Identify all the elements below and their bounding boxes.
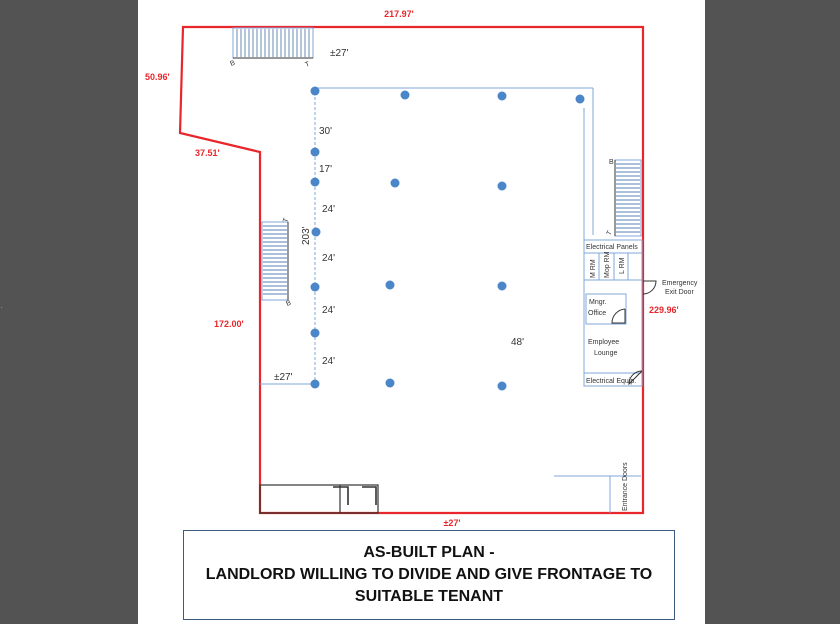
emergency-exit-label: Emergency xyxy=(662,280,698,287)
employee-lounge-label: Lounge xyxy=(594,350,618,357)
dim-left-step: 37.51' xyxy=(195,148,220,158)
dim-right-wall: 229.96' xyxy=(649,305,679,315)
stair-label: T xyxy=(282,217,291,224)
employee-lounge-label: Employee xyxy=(588,339,620,346)
top-staircase xyxy=(233,28,313,58)
stair-label: T xyxy=(605,229,614,237)
stair-label: B xyxy=(285,299,293,308)
dim-col-spacing-2: 17' xyxy=(319,164,333,175)
left-staircase xyxy=(262,222,288,300)
stair-label: B xyxy=(609,159,614,166)
l-rm-label: L RM xyxy=(619,257,626,274)
entrance-doors-label: Entrance Doors xyxy=(622,462,629,511)
dim-col-spacing-5: 24' xyxy=(322,305,336,316)
dim-bay-width: 48' xyxy=(511,337,525,348)
mngr-office-label: Office xyxy=(588,310,607,317)
plan-title-line: AS-BUILT PLAN - xyxy=(363,544,495,561)
dim-upper-left-wall: 50.96' xyxy=(145,72,170,82)
plan-sheet xyxy=(138,0,705,624)
dim-col-spacing-1: 30' xyxy=(319,126,333,137)
dim-col-spacing-6: 24' xyxy=(322,356,336,367)
building-outline xyxy=(180,27,643,513)
stair-label: B xyxy=(229,59,237,68)
electrical-equip-label: Electrical Equip. xyxy=(586,378,637,385)
electrical-panels-label: Electrical Panels xyxy=(586,244,638,251)
right-staircase xyxy=(615,160,641,236)
m-rm-label: M RM xyxy=(590,259,597,278)
dim-left-wall: 172.00' xyxy=(214,319,244,329)
plan-title-line: SUITABLE TENANT xyxy=(354,588,504,605)
plan-title-line: LANDLORD WILLING TO DIVIDE AND GIVE FRONTAGE TO xyxy=(205,566,653,583)
columns xyxy=(311,87,585,391)
emergency-exit-label: Exit Door xyxy=(665,289,694,296)
stair-label: T xyxy=(304,60,311,69)
dim-col-spacing-3: 24' xyxy=(322,204,336,215)
door-swings xyxy=(612,281,656,384)
dim-bottom-width: ±27' xyxy=(443,518,461,528)
dim-top-width: 217.97' xyxy=(384,9,414,19)
bottom-entrance-block xyxy=(260,485,378,513)
dim-stair-left-offset: ±27' xyxy=(274,372,293,383)
edge-marker: · xyxy=(0,302,4,313)
dim-col-spacing-4: 24' xyxy=(322,253,336,264)
dim-column-line-length: 203' xyxy=(301,226,312,245)
mop-rm-label: Mop RM xyxy=(604,251,611,278)
plan-title-box xyxy=(183,530,675,620)
dim-stair-top-offset: ±27' xyxy=(330,48,349,59)
mngr-office-label: Mngr. xyxy=(589,299,607,306)
